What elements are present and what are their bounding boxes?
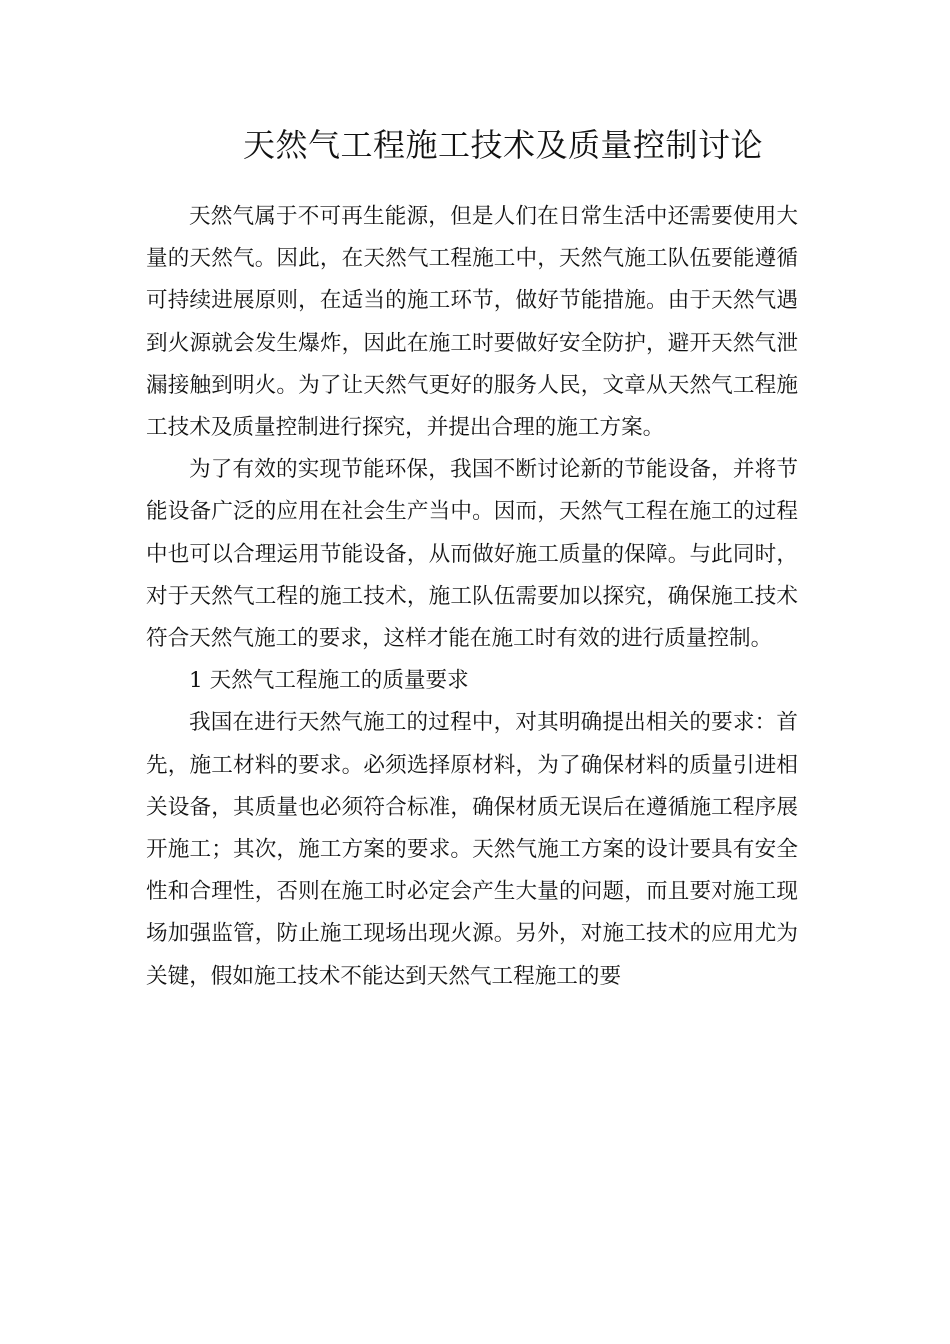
document-title: 天然气工程施工技术及质量控制讨论 xyxy=(243,126,764,164)
paragraph-intro: 天然气属于不可再生能源，但是人们在日常生活中还需要使用大量的天然气。因此，在天然气工程施工中，天然气施工队伍要能遵循可持续进展原则，在适当的施工环节，做好节能措施。由于天然气遇到火源就会发生爆炸，因此在施工时要做好安全防护，避开天然气泄漏接触到明火。为了让天然气更好的服务人民，文章从天然气工程施工技术及质量控制进行探究，并提出合理的施工方案。 xyxy=(146,204,798,441)
section-heading-quality-requirements: 1 天然气工程施工的质量要求 xyxy=(189,668,469,694)
document-body xyxy=(146,196,798,998)
paragraph-quality-requirements: 我国在进行天然气施工的过程中，对其明确提出相关的要求：首先，施工材料的要求。必须选择原材料，为了确保材料的质量引进相关设备，其质量也必须符合标准，确保材质无误后在遵循施工程序展开施工；其次，施工方案的要求。天然气施工方案的设计要具有安全性和合理性，否则在施工时必定会产生大量的问题，而且要对施工现场加强监管，防止施工现场出现火源。另外，对施工技术的应用尤为关键，假如施工技术不能达到天然气工程施工的要 xyxy=(146,710,798,989)
paragraph-energy-saving: 为了有效的实现节能环保，我国不断讨论新的节能设备，并将节能设备广泛的应用在社会生产当中。因而，天然气工程在施工的过程中也可以合理运用节能设备，从而做好施工质量的保障。与此同时，对于天然气工程的施工技术，施工队伍需要加以探究，确保施工技术符合天然气施工的要求，这样才能在施工时有效的进行质量控制。 xyxy=(146,457,798,652)
